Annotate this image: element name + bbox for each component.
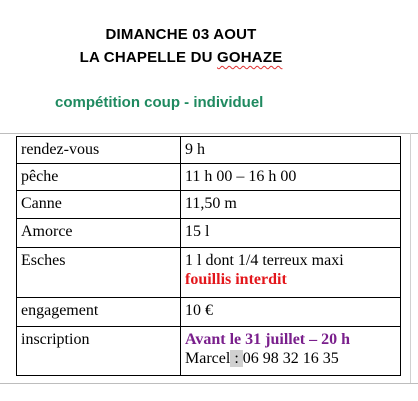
row-label: pêche <box>17 164 181 191</box>
row-value: 9 h <box>181 137 401 164</box>
event-location-title <box>0 49 362 66</box>
row-label: Esches <box>17 248 181 298</box>
warning-note: fouillis interdit <box>185 271 287 288</box>
table-row <box>17 137 401 164</box>
contact-phone: 06 98 32 16 35 <box>242 350 339 367</box>
competition-subtitle: compétition coup - individuel <box>55 94 264 111</box>
row-value: 11,50 m <box>181 191 401 219</box>
contact-name: Marcel <box>185 350 231 367</box>
row-value <box>181 327 401 376</box>
location-spellcheck-word: GOHAZE <box>217 49 283 66</box>
table-row <box>17 164 401 191</box>
page-edge-bottom <box>0 383 418 384</box>
row-value <box>181 248 401 298</box>
contact-separator: : <box>230 350 243 367</box>
table-row <box>17 219 401 248</box>
row-label: inscription <box>17 327 181 376</box>
table-row <box>17 298 401 327</box>
info-table <box>16 136 401 376</box>
page-edge-top <box>0 133 418 134</box>
row-label: engagement <box>17 298 181 327</box>
row-value: 15 l <box>181 219 401 248</box>
esches-value: 1 l dont 1/4 terreux maxi <box>185 252 344 269</box>
table-row <box>17 327 401 376</box>
row-value: 11 h 00 – 16 h 00 <box>181 164 401 191</box>
location-text: LA CHAPELLE DU <box>79 49 218 66</box>
registration-deadline: Avant le 31 juillet – 20 h <box>185 331 351 348</box>
table-row <box>17 248 401 298</box>
contact-line <box>185 349 396 368</box>
row-label: rendez-vous <box>17 137 181 164</box>
event-date-title: DIMANCHE 03 AOUT <box>105 26 257 43</box>
page-edge-right <box>410 133 411 383</box>
row-label: Amorce <box>17 219 181 248</box>
row-label: Canne <box>17 191 181 219</box>
row-value: 10 € <box>181 298 401 327</box>
table-row <box>17 191 401 219</box>
